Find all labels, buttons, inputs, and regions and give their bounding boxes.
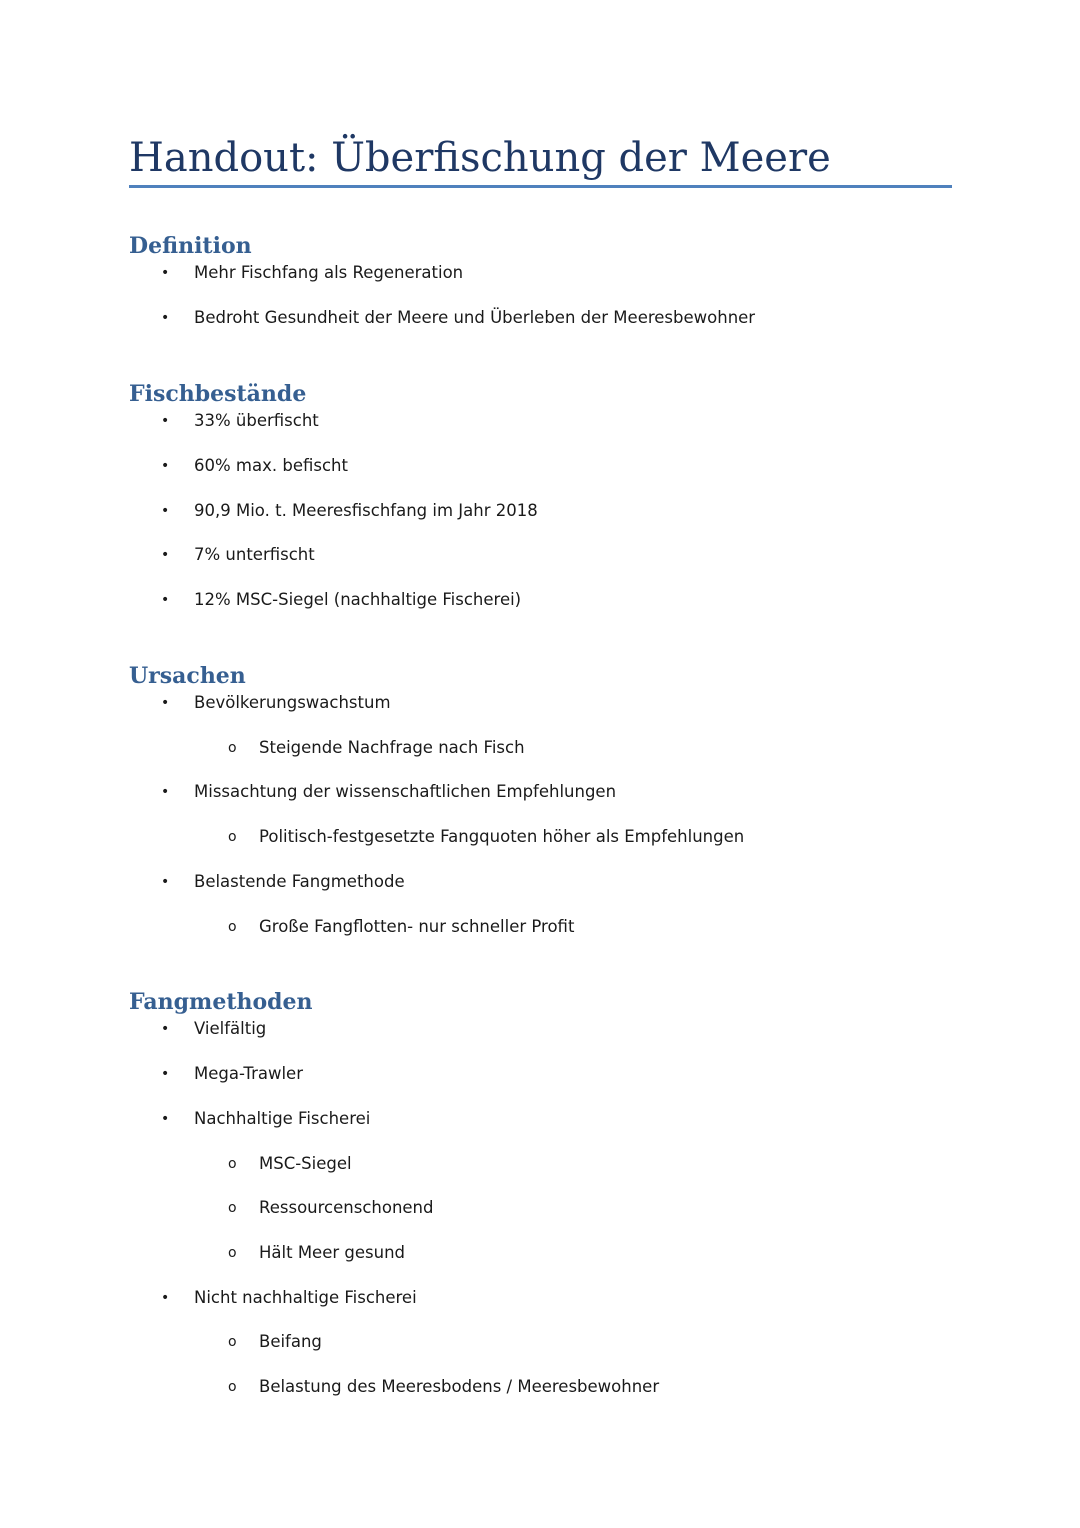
section-heading-fangmethoden: Fangmethoden bbox=[129, 989, 313, 1015]
sub-list-item-text: Belastung des Meeresbodens / Meeresbewohner bbox=[259, 1377, 660, 1396]
list-item-text: Missachtung der wissenschaftlichen Empfehlungen bbox=[194, 782, 617, 801]
bullet-icon: • bbox=[161, 592, 170, 608]
list-item-text: 7% unterfischt bbox=[194, 545, 315, 564]
sub-list-item-text: Beifang bbox=[259, 1332, 322, 1351]
circle-bullet-icon: o bbox=[228, 1334, 237, 1350]
sub-list-item-text: MSC-Siegel bbox=[259, 1154, 352, 1173]
bullet-icon: • bbox=[161, 1066, 170, 1082]
list-item-text: Mega-Trawler bbox=[194, 1064, 303, 1083]
list-item-text: 12% MSC-Siegel (nachhaltige Fischerei) bbox=[194, 590, 522, 609]
list-item-text: 33% überfischt bbox=[194, 411, 319, 430]
bullet-icon: • bbox=[161, 874, 170, 890]
sub-list-item-text: Große Fangflotten- nur schneller Profit bbox=[259, 917, 575, 936]
sub-list-item-text: Politisch-festgesetzte Fangquoten höher als Empfehlungen bbox=[259, 827, 745, 846]
bullet-icon: • bbox=[161, 784, 170, 800]
sub-list-item-text: Ressourcenschonend bbox=[259, 1198, 434, 1217]
bullet-icon: • bbox=[161, 310, 170, 326]
section-heading-fischbestaende: Fischbestände bbox=[129, 381, 307, 407]
bullet-icon: • bbox=[161, 503, 170, 519]
circle-bullet-icon: o bbox=[228, 1156, 237, 1172]
page-title: Handout: Überfischung der Meere bbox=[129, 135, 831, 181]
list-item-text: Nicht nachhaltige Fischerei bbox=[194, 1288, 417, 1307]
section-heading-ursachen: Ursachen bbox=[129, 663, 246, 689]
circle-bullet-icon: o bbox=[228, 740, 237, 756]
list-item-text: 60% max. befischt bbox=[194, 456, 348, 475]
circle-bullet-icon: o bbox=[228, 1245, 237, 1261]
bullet-icon: • bbox=[161, 265, 170, 281]
title-underline bbox=[129, 185, 952, 188]
list-item-text: Bedroht Gesundheit der Meere und Überleben der Meeresbewohner bbox=[194, 308, 756, 327]
circle-bullet-icon: o bbox=[228, 919, 237, 935]
bullet-icon: • bbox=[161, 1021, 170, 1037]
circle-bullet-icon: o bbox=[228, 1379, 237, 1395]
section-heading-definition: Definition bbox=[129, 233, 252, 259]
bullet-icon: • bbox=[161, 695, 170, 711]
bullet-icon: • bbox=[161, 458, 170, 474]
list-item-text: Mehr Fischfang als Regeneration bbox=[194, 263, 464, 282]
sub-list-item-text: Hält Meer gesund bbox=[259, 1243, 405, 1262]
bullet-icon: • bbox=[161, 1111, 170, 1127]
circle-bullet-icon: o bbox=[228, 829, 237, 845]
sub-list-item-text: Steigende Nachfrage nach Fisch bbox=[259, 738, 525, 757]
list-item-text: Bevölkerungswachstum bbox=[194, 693, 391, 712]
bullet-icon: • bbox=[161, 547, 170, 563]
bullet-icon: • bbox=[161, 1290, 170, 1306]
list-item-text: 90,9 Mio. t. Meeresfischfang im Jahr 2018 bbox=[194, 501, 538, 520]
circle-bullet-icon: o bbox=[228, 1200, 237, 1216]
bullet-icon: • bbox=[161, 413, 170, 429]
list-item-text: Belastende Fangmethode bbox=[194, 872, 405, 891]
list-item-text: Nachhaltige Fischerei bbox=[194, 1109, 371, 1128]
list-item-text: Vielfältig bbox=[194, 1019, 267, 1038]
